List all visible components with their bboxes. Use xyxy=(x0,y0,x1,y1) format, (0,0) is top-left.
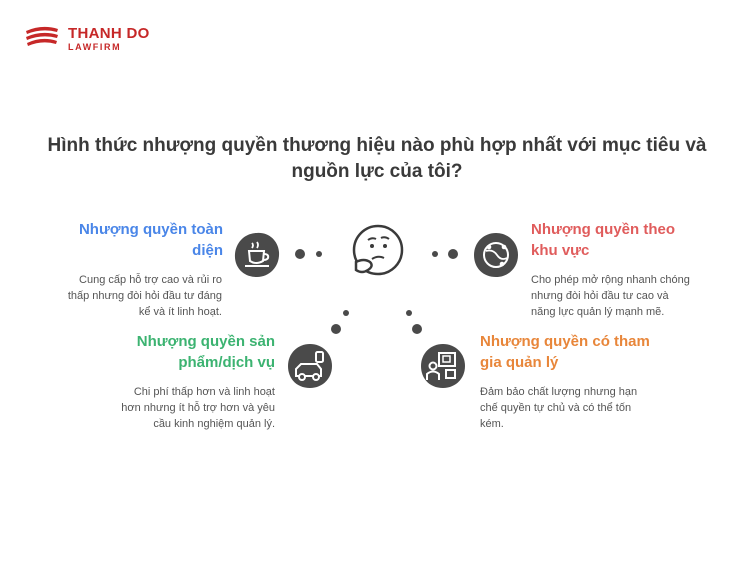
option-full-description xyxy=(22,272,222,320)
option-product-desc-line-3: cầu kinh nghiệm quản lý. xyxy=(153,418,275,430)
option-managed-desc-line-2: chế quyền tự chủ và có thể tốn xyxy=(480,402,632,414)
option-product-description xyxy=(75,384,275,432)
logo-sub-text: LAWFIRM xyxy=(68,42,122,52)
connector-dot xyxy=(406,310,412,316)
option-full-title xyxy=(40,219,223,261)
option-managed-title xyxy=(480,331,700,373)
connector-dot xyxy=(343,310,349,316)
option-full-desc-line-3: kể và ít linh hoạt. xyxy=(138,306,222,318)
connector-dot xyxy=(295,249,305,259)
title-line-2: nguồn lực của tôi? xyxy=(291,161,463,182)
coffee-shop-icon xyxy=(232,230,282,280)
diagram-title xyxy=(20,133,734,185)
thinking-face-icon xyxy=(348,222,404,284)
connector-dot xyxy=(316,251,322,257)
option-managed-desc-line-1: Đảm bảo chất lượng nhưng hạn xyxy=(480,386,638,398)
option-regional-title-line-1: Nhượng quyền theo xyxy=(531,221,676,238)
option-full-title-line-1: Nhượng quyền toàn xyxy=(78,221,223,238)
option-regional-desc-line-3: năng lực quản lý mạnh mẽ. xyxy=(531,306,665,318)
connector-dot xyxy=(448,249,458,259)
option-managed-title-line-2: gia quản lý xyxy=(480,354,559,371)
option-product-title-line-1: Nhượng quyền sản xyxy=(136,333,275,350)
option-product-desc-line-2: hơn nhưng ít hỗ trợ hơn và yêu xyxy=(121,402,275,414)
option-managed-description xyxy=(480,384,685,432)
connector-dot xyxy=(412,324,422,334)
option-full-desc-line-2: thấp nhưng đòi hỏi đầu tư đáng xyxy=(67,290,222,302)
title-line-1: Hình thức nhượng quyền thương hiệu nào phù hợp nhất với mục tiêu và xyxy=(47,135,707,156)
company-logo xyxy=(24,22,164,56)
option-product-title xyxy=(105,331,275,373)
manager-presentation-icon xyxy=(418,342,468,390)
connector-dot xyxy=(331,324,341,334)
option-regional-description xyxy=(531,272,736,320)
option-full-desc-line-1: Cung cấp hỗ trợ cao và rủi ro xyxy=(79,274,222,286)
option-regional-title-line-2: khu vực xyxy=(531,242,590,259)
connector-dot xyxy=(432,251,438,257)
option-regional-desc-line-1: Cho phép mở rộng nhanh chóng xyxy=(531,274,690,286)
globe-network-icon xyxy=(471,230,521,280)
option-full-title-line-2: diện xyxy=(192,242,223,259)
logo-mark-icon xyxy=(24,22,62,50)
option-regional-title xyxy=(531,219,731,261)
option-product-desc-line-1: Chi phí thấp hơn và linh hoạt xyxy=(133,386,275,398)
option-regional-desc-line-2: nhưng đòi hỏi đầu tư cao và xyxy=(531,290,669,302)
option-managed-desc-line-3: kém. xyxy=(480,418,504,430)
delivery-van-icon xyxy=(285,342,335,390)
logo-brand-text: THANH DO xyxy=(68,25,150,42)
option-managed-title-line-1: Nhượng quyền có tham xyxy=(480,333,650,350)
option-product-title-line-2: phẩm/dịch vụ xyxy=(178,354,275,371)
